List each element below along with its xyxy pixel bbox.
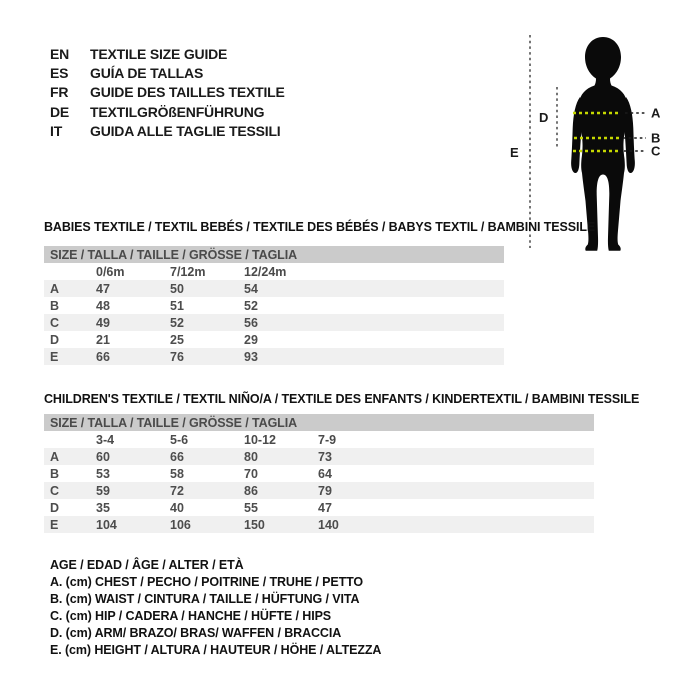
cell: 93: [244, 349, 258, 364]
child-silhouette: [571, 37, 635, 251]
guide-title-it: GUIDA ALLE TAGLIE TESSILI: [90, 122, 281, 139]
babies-section-title: BABIES TEXTILE / TEXTIL BEBÉS / TEXTILE DES BÉBÉS / BABYS TEXTIL / BAMBINI TESSILE: [44, 220, 596, 234]
guide-title-es: GUÍA DE TALLAS: [90, 64, 204, 81]
table-row: [44, 280, 504, 297]
babies-size-header: SIZE / TALLA / TAILLE / GRÖSSE / TAGLIA: [44, 246, 504, 263]
cell: 70: [244, 466, 258, 481]
row-label: B: [50, 298, 60, 313]
legend-age: AGE / EDAD / ÂGE / ALTER / ETÀ: [50, 557, 244, 572]
children-section-title: CHILDREN'S TEXTILE / TEXTIL NIÑO/A / TEXTILE DES ENFANTS / KINDERTEXTIL / BAMBINI TESSILE: [44, 392, 640, 406]
row-label: A: [50, 449, 60, 464]
cell: 50: [170, 281, 184, 296]
guide-title-de: TEXTILGRÖßENFÜHRUNG: [90, 103, 265, 120]
measurement-legend: [50, 556, 381, 658]
babies-size-table: [44, 246, 504, 365]
table-row: [44, 499, 594, 516]
language-code: DE: [50, 103, 70, 120]
cell: 73: [318, 449, 332, 464]
cell: 29: [244, 332, 258, 347]
children-col-0: 3-4: [96, 432, 115, 447]
cell: 86: [244, 483, 258, 498]
cell: 56: [244, 315, 258, 330]
language-code: FR: [50, 84, 69, 101]
row-label: D: [50, 500, 60, 515]
children-size-header: SIZE / TALLA / TAILLE / GRÖSSE / TAGLIA: [44, 414, 594, 431]
cell: 66: [96, 349, 110, 364]
children-column-header-row: [44, 431, 594, 448]
row-label: E: [50, 349, 59, 364]
babies-column-header-row: [44, 263, 504, 280]
cell: 104: [96, 517, 117, 532]
cell: 48: [96, 298, 110, 313]
cell: 54: [244, 281, 258, 296]
cell: 80: [244, 449, 258, 464]
cell: 52: [170, 315, 184, 330]
cell: 59: [96, 483, 110, 498]
guide-title-en: TEXTILE SIZE GUIDE: [90, 45, 228, 62]
cell: 55: [244, 500, 258, 515]
legend-waist: B. (cm) WAIST / CINTURA / TAILLE / HÜFTUNG / VITA: [50, 591, 360, 606]
cell: 51: [170, 298, 184, 313]
row-label: D: [50, 332, 60, 347]
language-code: ES: [50, 64, 69, 81]
cell: 66: [170, 449, 184, 464]
language-row-es: [50, 63, 285, 82]
marker-a-label: A: [651, 105, 661, 121]
language-title-list: [50, 44, 285, 140]
language-row-it: [50, 121, 285, 140]
cell: 60: [96, 449, 110, 464]
babies-col-1: 7/12m: [170, 264, 206, 279]
row-label: B: [50, 466, 60, 481]
cell: 58: [170, 466, 184, 481]
cell: 40: [170, 500, 184, 515]
children-col-1: 5-6: [170, 432, 189, 447]
legend-chest: A. (cm) CHEST / PECHO / POITRINE / TRUHE / PETTO: [50, 574, 364, 589]
cell: 35: [96, 500, 110, 515]
cell: 21: [96, 332, 110, 347]
row-label: C: [50, 483, 60, 498]
row-label: A: [50, 281, 60, 296]
cell: 72: [170, 483, 184, 498]
babies-col-2: 12/24m: [244, 264, 287, 279]
cell: 47: [318, 500, 332, 515]
table-row: [44, 448, 594, 465]
children-col-3: 7-9: [318, 432, 337, 447]
language-code: EN: [50, 45, 70, 62]
marker-e-label: E: [510, 145, 519, 160]
children-size-table: [44, 414, 594, 533]
language-code: IT: [50, 122, 63, 139]
table-row: [44, 297, 504, 314]
language-row-fr: [50, 83, 285, 102]
cell: 52: [244, 298, 258, 313]
cell: 76: [170, 349, 184, 364]
cell: 140: [318, 517, 339, 532]
cell: 150: [244, 517, 265, 532]
cell: 64: [318, 466, 332, 481]
table-row: [44, 331, 504, 348]
cell: 49: [96, 315, 110, 330]
cell: 79: [318, 483, 332, 498]
language-row-de: [50, 102, 285, 121]
marker-d-label: D: [539, 110, 549, 125]
legend-height: E. (cm) HEIGHT / ALTURA / HAUTEUR / HÖHE / ALTEZZA: [50, 642, 382, 657]
table-row: [44, 482, 594, 499]
table-row: [44, 516, 594, 533]
row-label: C: [50, 315, 60, 330]
cell: 47: [96, 281, 110, 296]
children-col-2: 10-12: [244, 432, 276, 447]
language-row-en: [50, 44, 285, 63]
table-row: [44, 348, 504, 365]
marker-b-label: B: [651, 130, 661, 146]
cell: 25: [170, 332, 184, 347]
table-row: [44, 314, 504, 331]
cell: 53: [96, 466, 110, 481]
legend-hip: C. (cm) HIP / CADERA / HANCHE / HÜFTE / HIPS: [50, 608, 332, 623]
row-label: E: [50, 517, 59, 532]
legend-arm: D. (cm) ARM/ BRAZO/ BRAS/ WAFFEN / BRACCIA: [50, 625, 342, 640]
guide-title-fr: GUIDE DES TAILLES TEXTILE: [90, 84, 285, 101]
table-row: [44, 465, 594, 482]
babies-col-0: 0/6m: [96, 264, 125, 279]
marker-c-label: C: [651, 143, 661, 159]
cell: 106: [170, 517, 191, 532]
